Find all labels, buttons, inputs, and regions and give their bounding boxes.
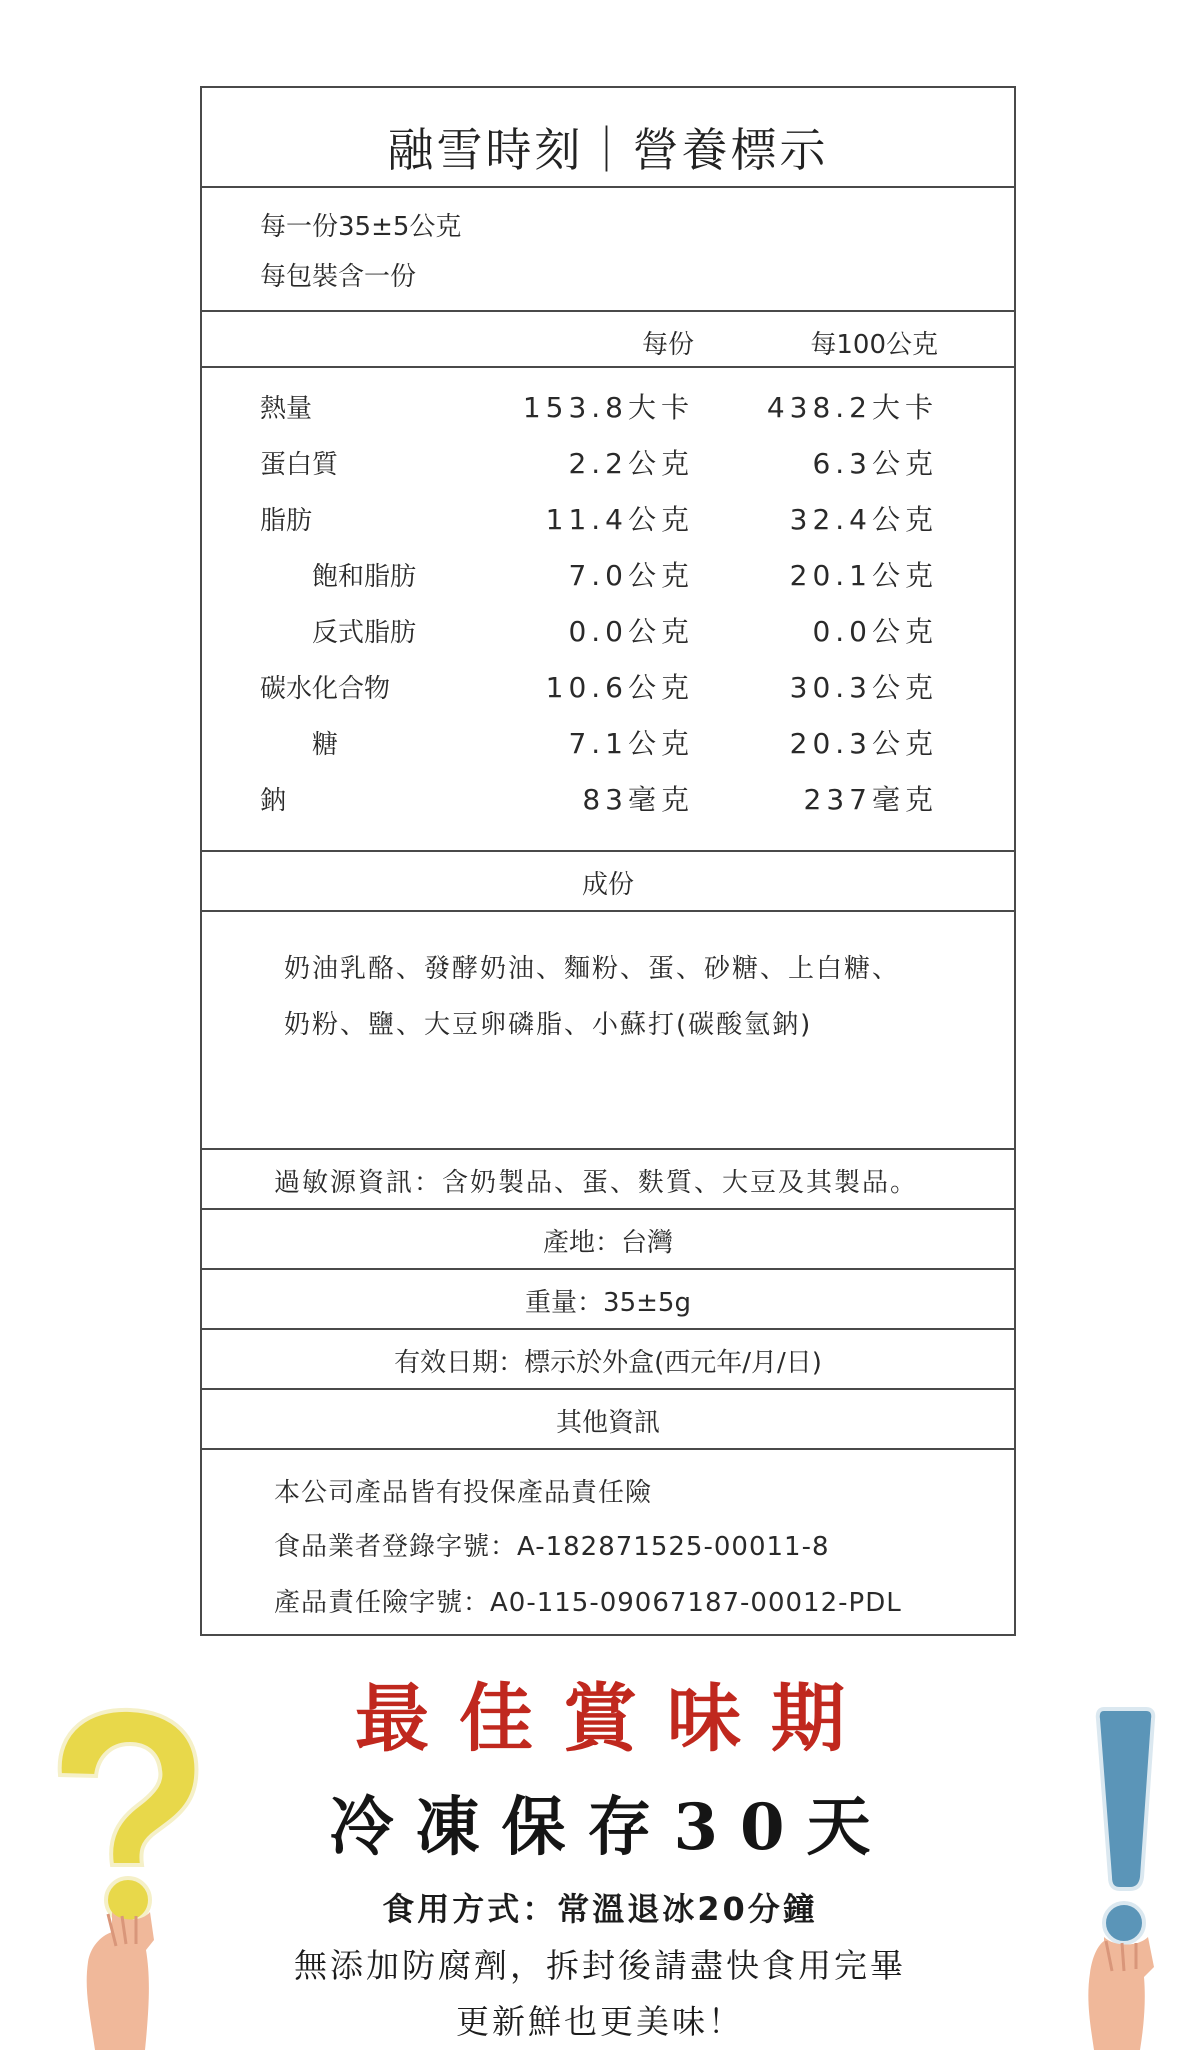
- row-name: 鈉: [260, 786, 287, 816]
- ingredients-line-2: 奶粉、鹽、大豆卵磷脂、小蘇打(碳酸氫鈉): [284, 1010, 813, 1040]
- row-per-100g: 438.2大卡: [766, 391, 938, 424]
- divider: [202, 910, 1014, 912]
- servings-per-pack: 每包裝含一份: [260, 262, 417, 292]
- other-info-line-1: 本公司產品皆有投保產品責任險: [274, 1478, 653, 1508]
- note-line-2: 更新鮮也更美味！: [456, 2002, 744, 2041]
- expiry-date: 有效日期：標示於外盒(西元年/月/日): [394, 1348, 822, 1378]
- row-name: 糖: [312, 730, 339, 760]
- hand-holding-question-mark: [50, 1700, 200, 2050]
- divider: [202, 1268, 1014, 1270]
- divider: [202, 1208, 1014, 1210]
- row-per-100g: 6.3公克: [812, 447, 938, 480]
- best-before-headline: 最佳賞味期: [355, 1676, 875, 1762]
- row-per-serving: 2.2公克: [568, 447, 694, 480]
- exclamation-mark-icon: [1060, 1705, 1180, 2050]
- row-per-100g: 32.4公克: [789, 503, 938, 536]
- question-mark-icon: [50, 1700, 200, 2050]
- row-per-serving: 83毫克: [582, 783, 694, 816]
- divider: [202, 850, 1014, 852]
- row-per-serving: 153.8大卡: [522, 391, 694, 424]
- other-info-line-2: 食品業者登錄字號：A-182871525-00011-8: [274, 1532, 830, 1562]
- col-per-serving: 每份: [641, 330, 694, 360]
- row-name: 脂肪: [260, 506, 313, 536]
- serving-method: 食用方式：常溫退冰20分鐘: [382, 1890, 818, 1928]
- row-per-serving: 7.1公克: [568, 727, 694, 760]
- label-title: 融雪時刻｜營養標示: [387, 123, 829, 177]
- row-name: 碳水化合物: [260, 674, 391, 704]
- col-per-100g: 每100公克: [810, 330, 938, 360]
- divider: [202, 1328, 1014, 1330]
- divider: [202, 310, 1014, 312]
- row-name: 蛋白質: [260, 450, 339, 480]
- allergen-info: 過敏源資訊：含奶製品、蛋、麩質、大豆及其製品。: [274, 1168, 919, 1198]
- divider: [202, 1148, 1014, 1150]
- ingredients-header: 成份: [581, 870, 634, 900]
- row-per-100g: 20.3公克: [789, 727, 938, 760]
- divider: [202, 186, 1014, 188]
- row-per-100g: 20.1公克: [789, 559, 938, 592]
- divider: [202, 1448, 1014, 1450]
- hand-holding-exclamation-mark: [1060, 1705, 1180, 2050]
- ingredients-line-1: 奶油乳酪、發酵奶油、麵粉、蛋、砂糖、上白糖、: [284, 954, 901, 984]
- row-per-serving: 7.0公克: [568, 559, 694, 592]
- weight: 重量：35±5g: [525, 1288, 691, 1318]
- other-info-header: 其他資訊: [555, 1408, 660, 1438]
- serving-size: 每一份35±5公克: [260, 212, 462, 242]
- divider: [202, 1388, 1014, 1390]
- row-name: 反式脂肪: [312, 618, 417, 648]
- row-per-serving: 10.6公克: [545, 671, 694, 704]
- nutrition-label-table: [200, 86, 1016, 1636]
- other-info-line-3: 產品責任險字號：A0-115-09067187-00012-PDL: [274, 1588, 902, 1618]
- row-per-100g: 30.3公克: [789, 671, 938, 704]
- storage-duration: 冷凍保存30天: [329, 1790, 893, 1865]
- row-per-100g: 237毫克: [803, 783, 938, 816]
- row-per-serving: 0.0公克: [568, 615, 694, 648]
- row-name: 熱量: [260, 394, 313, 424]
- row-per-100g: 0.0公克: [812, 615, 938, 648]
- origin: 產地：台灣: [542, 1228, 673, 1258]
- divider: [202, 366, 1014, 368]
- row-name: 飽和脂肪: [312, 562, 417, 592]
- row-per-serving: 11.4公克: [545, 503, 694, 536]
- note-line-1: 無添加防腐劑，拆封後請盡快食用完畢: [294, 1946, 906, 1985]
